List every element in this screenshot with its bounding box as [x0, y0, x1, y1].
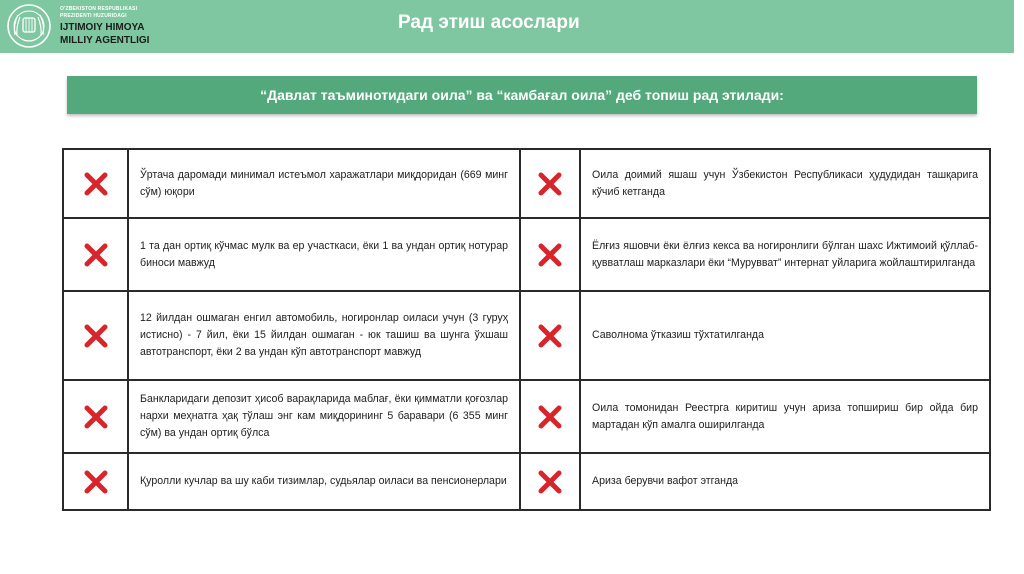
cross-icon [537, 242, 563, 268]
left-reason-3 [129, 292, 519, 379]
cross-icon [537, 171, 563, 197]
right-reason-2 [581, 219, 989, 290]
logo-line-4: MILLIY AGENTLIGI [60, 35, 150, 46]
cross-icon [537, 323, 563, 349]
agency-logo[interactable] [0, 0, 175, 53]
left-reason-2 [129, 219, 519, 290]
cross-icon [83, 469, 109, 495]
left-cross-3 [64, 292, 127, 379]
left-cross-5 [64, 454, 127, 509]
right-cross-4 [521, 381, 579, 452]
left-reason-2-text: 1 та дан ортиқ кўчмас мулк ва ер участкаси, ёки 1 ва ундан ортиқ нотурар биноси мавжуд [140, 239, 508, 269]
rejection-grounds-table [62, 148, 991, 511]
right-reason-4 [581, 381, 989, 452]
right-reason-5 [581, 454, 989, 509]
left-reason-1 [129, 150, 519, 217]
right-reason-4-text: Оила томонидан Реестрга киритиш учун ариза топшириш бир ойда бир мартадан кўп амалга оширилганда [592, 401, 978, 431]
subtitle-text: “Давлат таъминотидаги оила” ва “камбағал оила” деб топиш рад этилади: [260, 87, 784, 103]
left-reason-4 [129, 381, 519, 452]
page-title: Рад этиш асослари [398, 12, 580, 33]
logo-line-2: PREZIDENTI HUZURIDAGI [60, 13, 127, 19]
cross-icon [537, 469, 563, 495]
cross-icon [83, 242, 109, 268]
right-reason-2-text: Ёлғиз яшовчи ёки ёлғиз кекса ва ногиронлиги бўлган шахс Ижтимоий қўллаб-қувватлаш марказлари ёки “Мурувват” интернат уйларига жойлаштирилганда [592, 239, 978, 269]
left-cross-1 [64, 150, 127, 217]
logo-line-1: O'ZBEKISTON RESPUBLIKASI [60, 6, 138, 12]
left-reason-5-text: Қуролли кучлар ва шу каби тизимлар, судьялар оиласи ва пенсионерлари [140, 475, 507, 487]
right-cross-5 [521, 454, 579, 509]
right-reason-1-text: Оила доимий яшаш учун Ўзбекистон Республикаси ҳудудидан ташқарига кўчиб кетганда [592, 168, 978, 198]
logo-line-3: IJTIMOIY HIMOYA [60, 22, 145, 33]
left-cross-2 [64, 219, 127, 290]
left-reason-4-text: Банкларидаги депозит ҳисоб варақларида маблағ, ёки қимматли қоғозлар нархи меҳнатга ҳақ тўлаш энг кам миқдорининг 5 баравари (6 355 минг сўм) ва ундан ортиқ бўлса [140, 393, 508, 439]
left-cross-4 [64, 381, 127, 452]
right-reason-5-text: Ариза берувчи вафот этганда [592, 475, 739, 487]
header-bar [0, 0, 1014, 53]
right-reason-3 [581, 292, 989, 379]
right-cross-3 [521, 292, 579, 379]
cross-icon [83, 323, 109, 349]
right-reason-1 [581, 150, 989, 217]
left-reason-5 [129, 454, 519, 509]
left-reason-1-text: Ўртача даромади минимал истеъмол харажатлари миқдоридан (669 минг сўм) юқори [140, 168, 508, 198]
right-cross-2 [521, 219, 579, 290]
emblem-icon [4, 3, 54, 50]
cross-icon [83, 171, 109, 197]
right-cross-1 [521, 150, 579, 217]
cross-icon [537, 404, 563, 430]
subtitle-banner [67, 76, 977, 114]
left-reason-3-text: 12 йилдан ошмаган енгил автомобиль, ногиронлар оиласи учун (3 гуруҳ истисно) - 7 йил, ёки 15 йилдан ошмаган - юк ташиш ва шунга ўхшаш автотранспорт, ёки 2 ва ундан кўп автотранспорт мавжуд [140, 312, 508, 358]
cross-icon [83, 404, 109, 430]
right-reason-3-text: Саволнома ўтказиш тўхтатилганда [592, 329, 764, 341]
